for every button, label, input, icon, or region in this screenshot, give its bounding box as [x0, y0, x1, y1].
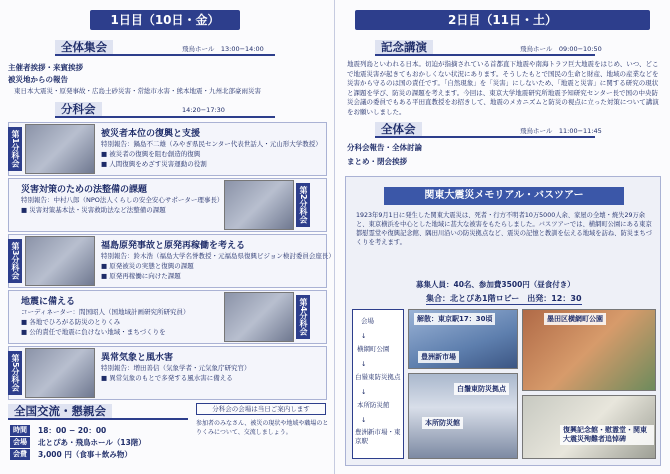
- general2-line-1: 分科会報告・全体討論: [347, 143, 422, 152]
- session-4-title: 地震に備える: [21, 297, 76, 307]
- session-4-tag: 第4分科会: [296, 295, 310, 339]
- general2-time: 飛鳥ホール 11:00−11:45: [520, 127, 602, 135]
- bus-tour-title: 関東大震災メモリアル・バスツアー: [384, 187, 624, 205]
- bus-tour-panel: [345, 176, 661, 466]
- bus-tour-description: 1923年9月1日に発生した関東大震災は、死者・行方不明者10万5000人余、家屋の全壊・焼失29万余と、東京横浜を中心とした地域に甚大な被害をもたらしました。バスツアーでは、横網町公園にある東京都慰霊堂や復興記念館、隅田川沿いの防災拠点など、震災の記憶と教訓を伝える地域を訪ね、防災まちづくりを考えます。: [356, 212, 652, 246]
- session-3-speaker: 特別報告：鈴木浩（福島大学名誉教授・元福島県復興ビジョン検討委員会座長）: [101, 252, 335, 260]
- session-3-title: 福島原発事故と原発再稼働を考える: [101, 241, 246, 251]
- session-1-bullet-2: ■ 人間復興をめざす災害運動の役割: [101, 160, 207, 168]
- exchange-label: 会費: [10, 449, 30, 460]
- spot-toyosu: 豊洲新市場: [418, 351, 459, 363]
- session-2-speaker: 特別報告：中村八郎（NPO法人くらしの安全安心サポーター理事長）: [21, 196, 224, 204]
- general-line-2: 被災地からの報告: [8, 75, 68, 84]
- bus-tour-capacity: 募集人員：40名、参加費3500円（昼食付き）: [416, 280, 575, 289]
- route-arrow: ↓: [361, 360, 367, 368]
- spot-memorial: 復興記念館・慰霊堂・関東大震災殉難者追悼碑: [560, 425, 654, 445]
- exchange-label: 時間: [10, 425, 30, 436]
- exchange-value: 3,000 円（食事＋飲み物）: [38, 449, 132, 459]
- route-arrow: ↓: [361, 416, 367, 424]
- exchange-header: [8, 404, 188, 420]
- session-3-photo: [25, 236, 95, 286]
- route-arrow: ↓: [361, 332, 367, 340]
- lecture-body: 地震列島といわれる日本。切迫が指摘されている首都直下地震や南海トラフ巨大地震をはじめ、いつ、どこで地震災害が起きてもおかしくない状況にあります。そうしたもとで国民の生命と財産、地域の産業などを災害から守るのは国の責任です。「自然現象」を「災害」にしないため、「地震と災害」に関する研究の現状と課題を学び、防災の課題を考えます。今回は、東京大学地震研究所地震予知研究センター長で国の中央防災会議の委員でもある平田直教授をお招きして、地震のメカニズムと防災の視点に立った対策について講演をお願いしました。: [347, 60, 659, 116]
- route-stop: 本所防災館: [357, 401, 390, 409]
- session-2-tag: 第2分科会: [296, 183, 310, 227]
- day2-page: [335, 0, 670, 474]
- breakout-room-info: 分科会の会場は当日ご案内します: [196, 403, 326, 415]
- session-3: [8, 234, 335, 288]
- exchange-table: [8, 424, 148, 460]
- session-3-bullet-2: ■ 原発再稼働に向けた課題: [101, 272, 181, 280]
- session-2-photo: [224, 180, 294, 230]
- session-3-bullet-1: ■ 原発被災の実態と復興の課題: [101, 262, 194, 270]
- route-stop: 横網町公園: [357, 345, 390, 353]
- session-5-speaker: 特別報告：増田善信（気象学者・元気象庁研究官）: [101, 364, 251, 372]
- session-1-title: 被災者本位の復興と支援: [101, 129, 201, 139]
- session-3-tag: 第3分科会: [8, 239, 22, 283]
- spot-yokoami: 墨田区横網町公園: [544, 313, 606, 325]
- session-5: [8, 346, 327, 400]
- session-4-bullet-1: ■ 各地でひろがる防災のとりくみ: [21, 318, 121, 326]
- session-2: [8, 178, 327, 232]
- session-1-speaker: 特別報告：鍋島不二雄（みやぎ県民センター代表世話人・元山形大学教授）: [101, 140, 322, 148]
- session-1-tag: 第1分科会: [8, 127, 22, 171]
- exchange-value: 北とぴあ・飛鳥ホール（13階）: [38, 437, 146, 447]
- session-5-title: 異常気象と風水害: [101, 353, 174, 363]
- general-line-1: 主催者挨拶・来賓挨拶: [8, 63, 83, 72]
- exchange-title: 全国交流・懇親会: [8, 404, 112, 418]
- spot-shirahige: 白鬚東防災拠点: [454, 383, 509, 395]
- route-stop: 会場: [361, 317, 374, 325]
- breakout-title: 分科会: [55, 102, 102, 116]
- session-1-bullet-1: ■ 被災者の復興を阻む創造的復興: [101, 150, 201, 158]
- breakout-header: [55, 102, 275, 118]
- general2-title: 全体会: [375, 122, 422, 136]
- session-4-photo: [224, 292, 294, 342]
- route-stop: 白鬚東防災拠点: [355, 373, 401, 381]
- lecture-title: 記念講演: [375, 40, 433, 54]
- general2-line-2: まとめ・閉会挨拶: [347, 157, 407, 166]
- spot-honjo: 本所防災館: [422, 417, 463, 429]
- report-areas: 東日本大震災・原発事故・広島土砂災害・常総市水害・熊本地震・九州北部豪雨災害: [14, 87, 261, 95]
- route-arrow: ↓: [361, 388, 367, 396]
- day1-header: 1日目（10日・金）: [90, 10, 240, 30]
- session-5-bullet-1: ■ 異常気象のもとで多発する風水害に備える: [101, 374, 233, 382]
- exchange-row: [8, 448, 148, 460]
- session-4-speaker: コーディネーター：間国昭人（国地域計画研究所研究員）: [21, 308, 190, 316]
- bus-tour-meeting: 集合：北とぴあ1階ロビー 出発：12：30: [426, 294, 582, 303]
- breakout-time: 14:20−17:30: [182, 106, 225, 114]
- session-1: [8, 122, 327, 176]
- general-assembly-title: 全体集会: [55, 40, 113, 54]
- exchange-note: 参加者のみなさん、被災の現状や地域や職場のとりくみについて、交流しましょう。: [196, 420, 329, 436]
- session-5-photo: [25, 348, 95, 398]
- session-4-bullet-2: ■ 公的責任で地震に負けない地域・まちづくりを: [21, 328, 166, 336]
- session-5-tag: 第5分科会: [8, 351, 22, 395]
- session-2-bullet-1: ■ 災害対策基本法・災害救助法など法整備の課題: [21, 206, 166, 214]
- day2-header: 2日目（11日・土）: [355, 10, 650, 30]
- session-1-photo: [25, 124, 95, 174]
- general-assembly-time: 飛鳥ホール 13:00−14:00: [182, 45, 264, 53]
- dissolve-label: 解散：東京駅17：30頃: [414, 313, 495, 325]
- session-4: [8, 290, 327, 344]
- exchange-row: [8, 436, 148, 448]
- session-2-title: 災害対策のための法整備の課題: [21, 185, 148, 195]
- route-box: [352, 309, 404, 459]
- lecture-time: 飛鳥ホール 09:00−10:50: [520, 45, 602, 53]
- exchange-value: 18：00 − 20：00: [38, 425, 107, 435]
- exchange-label: 会場: [10, 437, 30, 448]
- route-stop: 豊洲新市場・東京駅: [355, 428, 401, 445]
- exchange-row: [8, 424, 148, 436]
